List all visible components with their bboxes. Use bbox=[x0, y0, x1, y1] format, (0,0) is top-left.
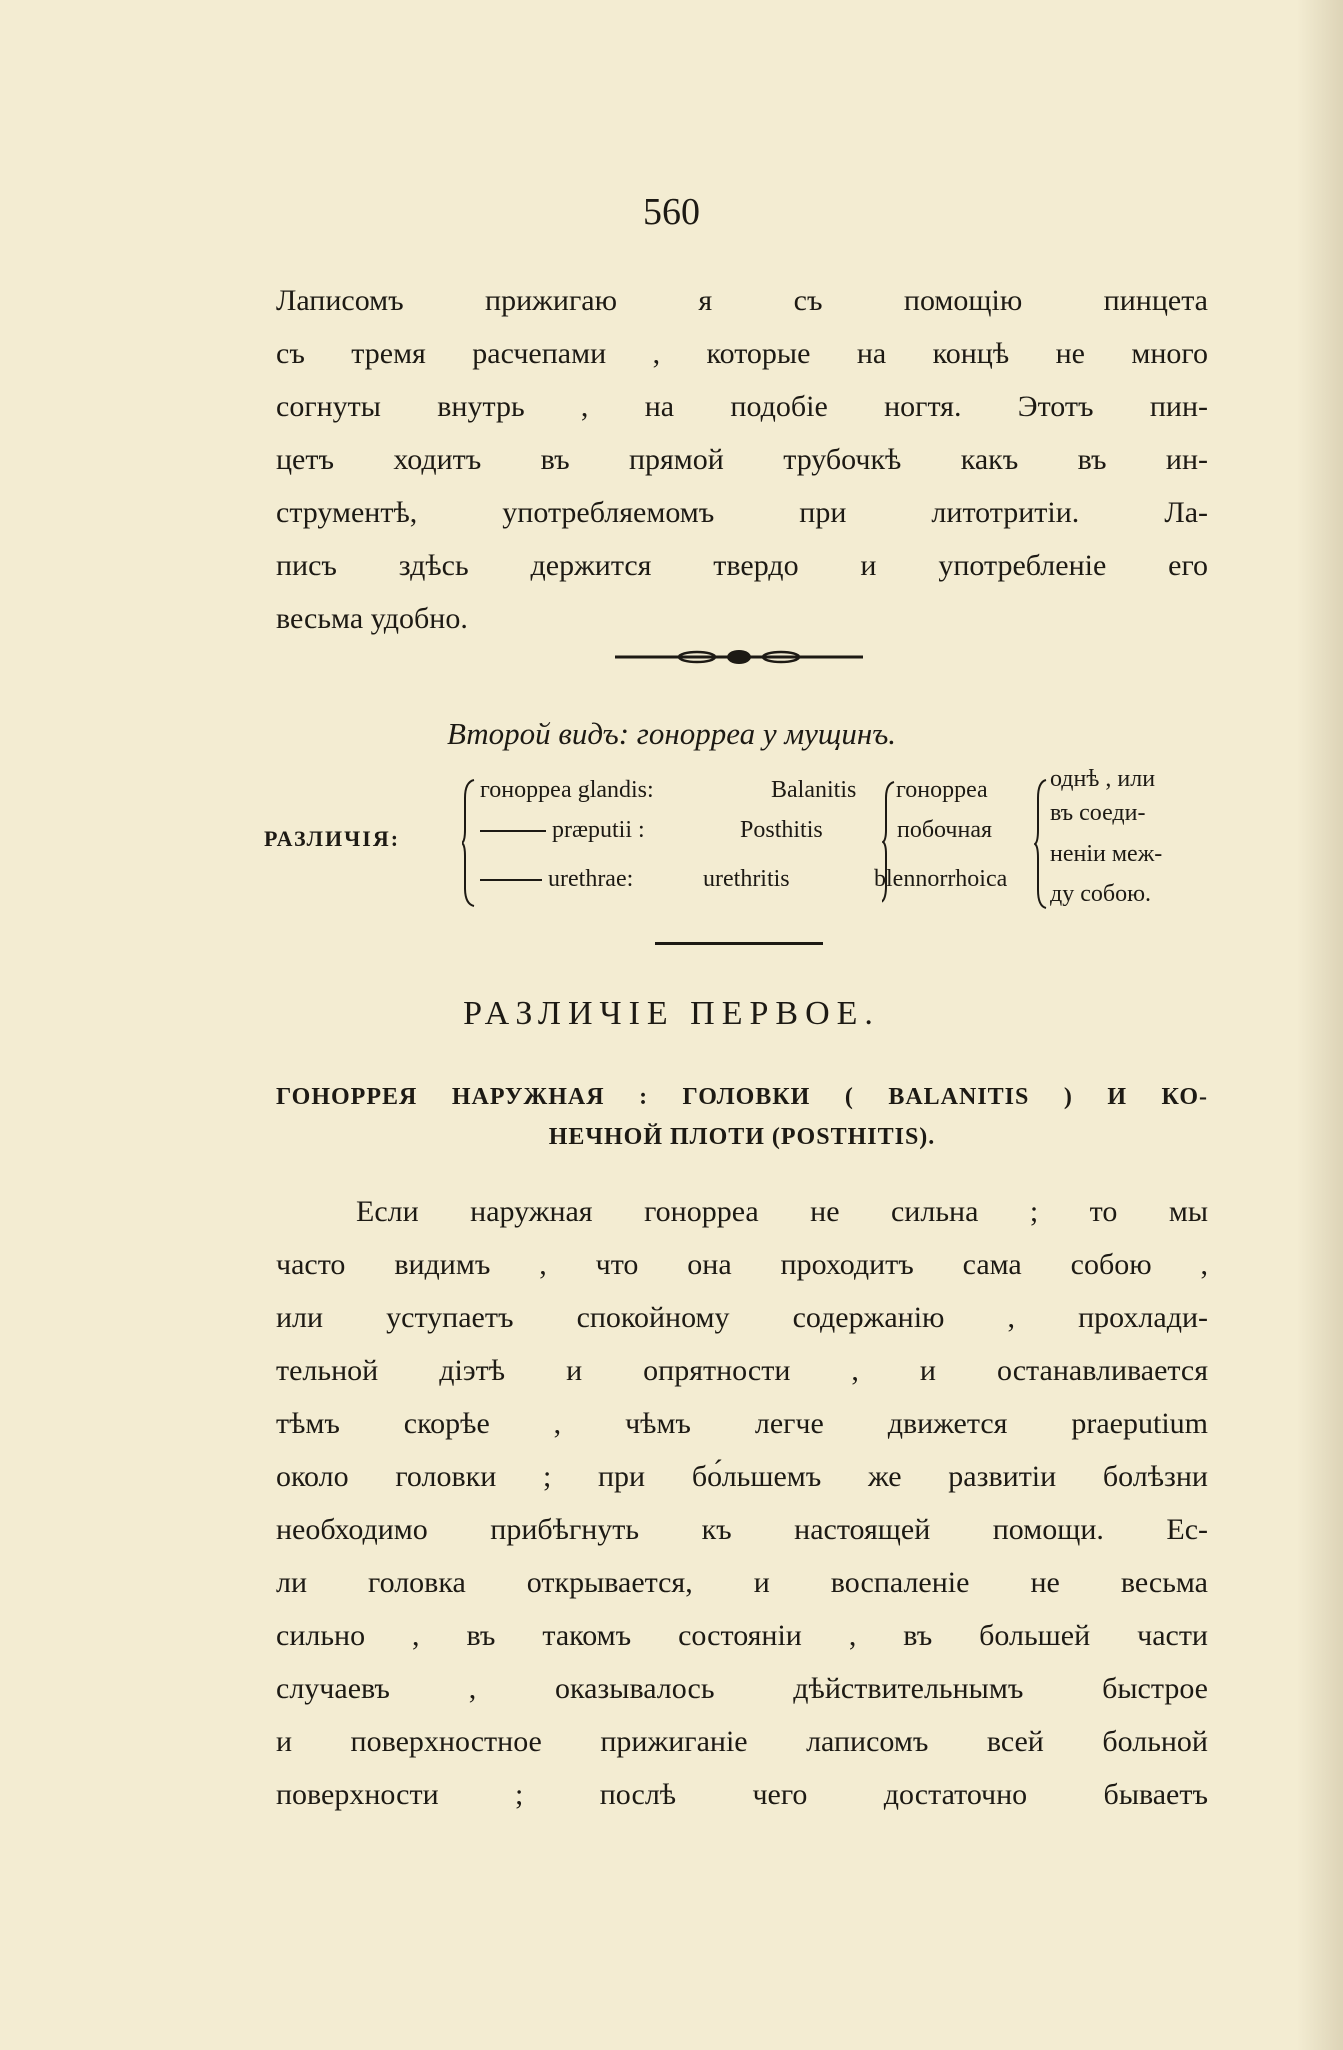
text-line: часто видимъ , что она проходитъ сама собою , bbox=[276, 1248, 1208, 1281]
paragraph-lapis bbox=[276, 274, 1208, 645]
brace bbox=[462, 778, 476, 908]
section-title: Второй видъ: гонорреа у мущинъ. bbox=[446, 716, 897, 751]
table-cell: urethritis bbox=[703, 866, 790, 892]
text-line: тѣмъ скорѣе , чѣмъ легче движется praeputium bbox=[276, 1407, 1208, 1440]
paragraph-gonorrhea bbox=[276, 1185, 1208, 1821]
text-line: съ тремя расчепами , которые на концѣ не много bbox=[276, 337, 1208, 370]
text-line: необходимо прибѣгнуть къ настоящей помощи. Ес- bbox=[276, 1513, 1208, 1546]
text-line: цетъ ходитъ въ прямой трубочкѣ какъ въ ин- bbox=[276, 443, 1208, 476]
text-line: писъ здѣсь держится твердо и употребленіе его bbox=[276, 549, 1208, 582]
text-line: и поверхностное прижиганіе лаписомъ всей больной bbox=[276, 1725, 1208, 1758]
text-line: ли головка открывается, и воспаленіе не весьма bbox=[276, 1566, 1208, 1599]
text-line: тельной діэтѣ и опрятности , и останавливается bbox=[276, 1354, 1208, 1387]
text-line: случаевъ , оказывалось дѣйствительнымъ быстрое bbox=[276, 1672, 1208, 1705]
section-rule bbox=[655, 942, 823, 945]
text-line: Лаписомъ прижигаю я съ помощію пинцета bbox=[276, 284, 1208, 317]
dash-mark bbox=[480, 830, 546, 832]
text-line: струментѣ, употребляемомъ при литотритіи. Ла- bbox=[276, 496, 1208, 529]
text-line: весьма удобно. bbox=[276, 602, 468, 635]
table-cell: гонорреа bbox=[896, 777, 988, 803]
table-label: РАЗЛИЧІЯ: bbox=[264, 826, 401, 851]
text-line: Если наружная гонорреа не сильна ; то мы bbox=[356, 1195, 1208, 1228]
table-cell: побочная bbox=[897, 817, 993, 843]
table-cell: неніи меж- bbox=[1050, 841, 1163, 867]
brace bbox=[1034, 778, 1048, 910]
text-line: поверхности ; послѣ чего достаточно бываетъ bbox=[276, 1778, 1208, 1811]
table-cell: Balanitis bbox=[771, 777, 857, 803]
table-cell: ду собою. bbox=[1050, 881, 1152, 907]
ornament-divider bbox=[615, 648, 863, 666]
subheading: НЕЧНОЙ ПЛОТИ (POSTHITIS). bbox=[548, 1124, 936, 1150]
table-cell-text: præputii : bbox=[552, 817, 645, 843]
table-cell: въ соеди- bbox=[1050, 800, 1146, 826]
text-line: около головки ; при бо́льшемъ же развитіи болѣзни bbox=[276, 1460, 1208, 1493]
chapter-title: РАЗЛИЧІЕ ПЕРВОЕ. bbox=[463, 995, 880, 1032]
text-line: сильно , въ такомъ состояніи , въ большей части bbox=[276, 1619, 1208, 1652]
dash-mark bbox=[480, 879, 542, 881]
subheading: ГОНОРРЕЯ НАРУЖНАЯ : ГОЛОВКИ ( BALANITIS ) И КО- bbox=[276, 1084, 1208, 1110]
table-cell: Posthitis bbox=[740, 817, 823, 843]
page-number: 560 bbox=[643, 191, 700, 233]
table-cell-text: urethrae: bbox=[548, 866, 634, 892]
text-line: согнуты внутрь , на подобіе ногтя. Этотъ пин- bbox=[276, 390, 1208, 423]
table-cell bbox=[480, 817, 645, 844]
table-cell bbox=[480, 866, 633, 893]
table-cell: blennorrhoica bbox=[874, 866, 1008, 892]
table-cell: однѣ , или bbox=[1050, 766, 1156, 792]
table-cell: гонорреа glandis: bbox=[480, 777, 654, 803]
text-line: или уступаетъ спокойному содержанію , прохлади- bbox=[276, 1301, 1208, 1334]
